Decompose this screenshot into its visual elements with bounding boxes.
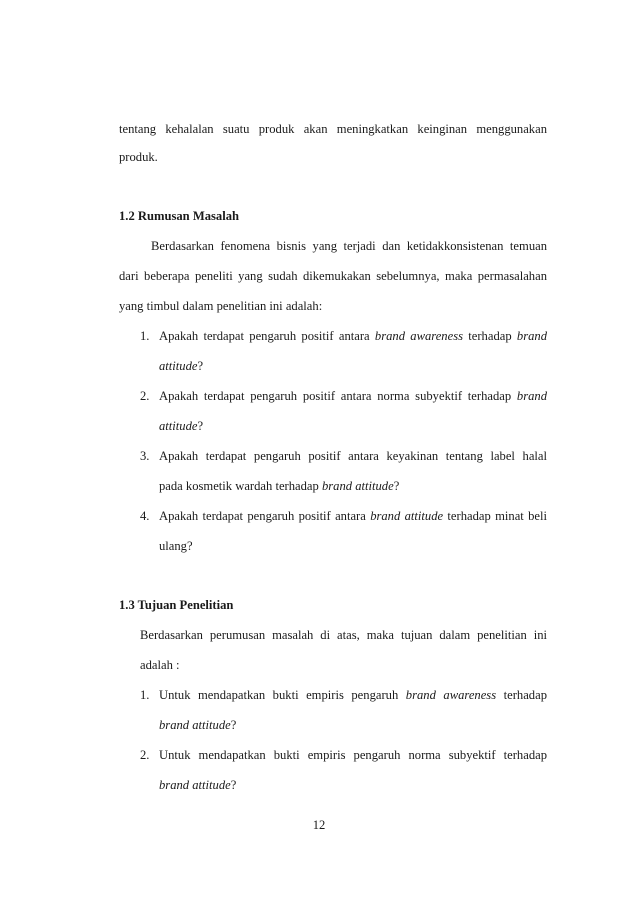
rumusan-item-1-text-a: Apakah terdapat pengaruh positif antara — [159, 329, 375, 343]
rumusan-item-2-term-2: attitude — [159, 419, 198, 433]
rumusan-item-3-line-2 — [159, 479, 399, 494]
page-number: 12 — [312, 818, 326, 832]
rumusan-item-3-line-1: Apakah terdapat pengaruh positif antara keyakinan tentang label halal — [159, 449, 547, 463]
rumusan-item-4-term: brand attitude — [370, 509, 444, 523]
tujuan-paragraph-line-1: Berdasarkan perumusan masalah di atas, maka tujuan dalam penelitian ini — [140, 628, 547, 642]
rumusan-item-2-line-2 — [159, 419, 203, 434]
intro-line-2: produk. — [119, 150, 158, 164]
rumusan-item-3-term: brand attitude — [321, 479, 394, 493]
section-heading-tujuan-penelitian: 1.3 Tujuan Penelitian — [119, 598, 234, 612]
tujuan-item-1-line-1 — [159, 688, 547, 703]
rumusan-item-1-line-2 — [159, 359, 203, 374]
rumusan-item-4-text-c: terhadap minat beli — [443, 509, 548, 523]
rumusan-item-1-text-c: terhadap — [463, 329, 517, 343]
rumusan-item-2-end: ? — [197, 419, 204, 433]
section-heading-rumusan-masalah: 1.2 Rumusan Masalah — [119, 209, 240, 223]
tujuan-item-2-term: brand attitude — [159, 778, 231, 792]
rumusan-item-2-number: 2. — [140, 389, 150, 403]
rumusan-item-4-line-2: ulang? — [159, 539, 193, 553]
rumusan-item-1-number: 1. — [140, 329, 150, 343]
rumusan-item-4-text-a: Apakah terdapat pengaruh positif antara — [159, 509, 371, 523]
rumusan-item-1-line-1 — [159, 329, 547, 344]
tujuan-paragraph-line-2: adalah : — [140, 658, 180, 672]
tujuan-item-1-text-a: Untuk mendapatkan bukti empiris pengaruh — [159, 688, 406, 702]
tujuan-item-2-line-1: Untuk mendapatkan bukti empiris pengaruh norma subyektif terhadap — [159, 748, 547, 762]
tujuan-item-1-text-c: terhadap — [496, 688, 547, 702]
rumusan-paragraph-line-2: dari beberapa peneliti yang sudah dikemukakan sebelumnya, maka permasalahan — [119, 269, 547, 283]
rumusan-item-3-text-a: pada kosmetik wardah terhadap — [159, 479, 322, 493]
tujuan-item-2-end: ? — [230, 778, 237, 792]
tujuan-item-1-line-2 — [159, 718, 236, 733]
tujuan-item-1-number: 1. — [140, 688, 150, 702]
tujuan-item-2-line-2 — [159, 778, 236, 793]
rumusan-paragraph-line-3: yang timbul dalam penelitian ini adalah: — [119, 299, 323, 313]
rumusan-item-4-number: 4. — [140, 509, 150, 523]
rumusan-item-2-term: brand — [516, 389, 547, 403]
tujuan-item-1-term: brand awareness — [405, 688, 497, 702]
rumusan-item-4-line-1 — [159, 509, 547, 524]
rumusan-item-1-term-3: attitude — [159, 359, 198, 373]
rumusan-item-1-end: ? — [197, 359, 204, 373]
rumusan-item-1-term-2: brand — [516, 329, 548, 343]
rumusan-item-2-text-a: Apakah terdapat pengaruh positif antara norma subyektif terhadap — [159, 389, 517, 403]
rumusan-item-1-term: brand awareness — [374, 329, 463, 343]
rumusan-item-3-end: ? — [393, 479, 400, 493]
intro-line-1: tentang kehalalan suatu produk akan meningkatkan keinginan menggunakan — [119, 122, 547, 136]
tujuan-item-1-end: ? — [230, 718, 237, 732]
rumusan-item-2-line-1 — [159, 389, 547, 404]
rumusan-paragraph-line-1: Berdasarkan fenomena bisnis yang terjadi dan ketidakkonsistenan temuan — [151, 239, 547, 253]
tujuan-item-1-term-2: brand attitude — [159, 718, 231, 732]
rumusan-item-3-number: 3. — [140, 449, 150, 463]
tujuan-item-2-number: 2. — [140, 748, 150, 762]
